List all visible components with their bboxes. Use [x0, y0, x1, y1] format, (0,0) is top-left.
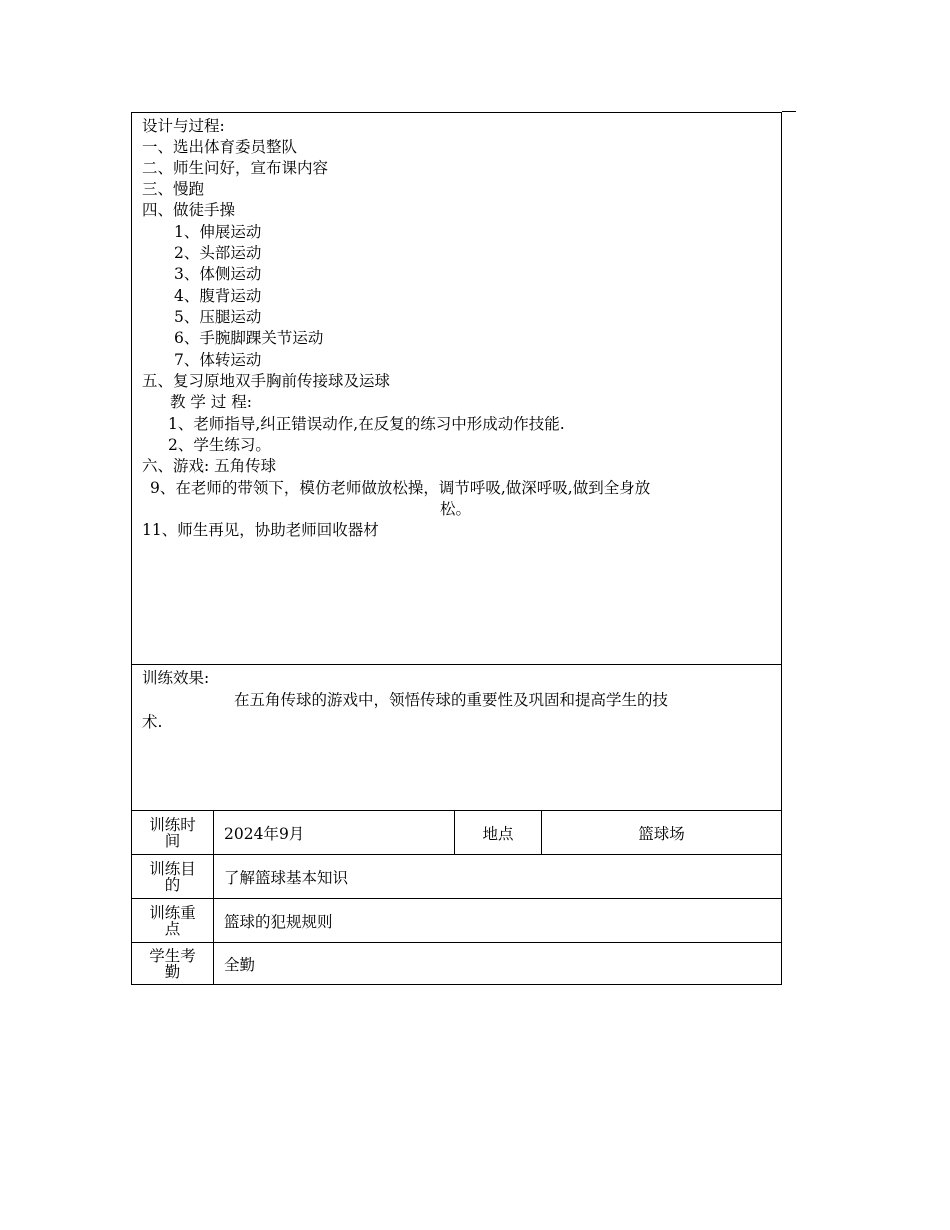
design-process-section	[132, 113, 781, 665]
process-line: 四、做徒手操	[142, 201, 236, 219]
process-line: 1、老师指导,纠正错误动作,在反复的练习中形成动作技能.	[168, 415, 565, 433]
process-line: 5、压腿运动	[174, 308, 262, 326]
process-line: 7、体转运动	[174, 351, 262, 369]
training-goal-value: 了解篮球基本知识	[224, 868, 349, 887]
training-goal-row	[132, 855, 781, 899]
training-time-label: 训练时间	[132, 811, 214, 854]
training-time-value: 2024年9月	[214, 811, 455, 854]
process-line: 五、复习原地双手胸前传接球及运球	[142, 372, 391, 390]
process-line: 松。	[440, 500, 472, 518]
process-line: 2、头部运动	[174, 244, 262, 262]
training-focus-row	[132, 899, 781, 943]
training-focus-value: 篮球的犯规规则	[224, 912, 333, 931]
place-value: 篮球场	[638, 824, 685, 843]
place-label: 地点	[455, 811, 542, 854]
process-line: 一、选出体育委员整队	[142, 138, 298, 156]
attendance-value: 全勤	[224, 955, 256, 974]
training-focus-label: 训练重点	[132, 899, 214, 942]
process-line: 11、师生再见，协助老师回收器材	[142, 521, 379, 539]
process-line: 六、游戏: 五角传球	[142, 457, 277, 475]
process-line: 三、慢跑	[142, 180, 205, 198]
lesson-table	[131, 112, 782, 985]
process-line: 1、伸展运动	[174, 223, 262, 241]
attendance-row	[132, 943, 781, 984]
process-heading: 设计与过程:	[142, 117, 225, 135]
corner-mark	[782, 111, 796, 112]
training-time-row	[132, 811, 781, 855]
process-line: 教 学 过 程:	[170, 393, 253, 411]
training-goal-label: 训练目的	[132, 855, 214, 898]
process-line: 6、手腕脚踝关节运动	[174, 329, 324, 347]
effect-text: 在五角传球的游戏中，领悟传球的重要性及巩固和提高学生的技	[234, 691, 669, 709]
effect-heading: 训练效果:	[142, 669, 210, 687]
process-line: 3、体侧运动	[174, 265, 262, 283]
effect-text: 术.	[142, 713, 163, 731]
training-effect-section	[132, 665, 781, 811]
process-line: 4、腹背运动	[174, 287, 262, 305]
process-line: 2、学生练习。	[168, 436, 271, 454]
process-line: 二、师生问好，宣布课内容	[142, 159, 329, 177]
process-line: 9、在老师的带领下，模仿老师做放松操，调节呼吸,做深呼吸,做到全身放	[150, 479, 651, 497]
attendance-label: 学生考勤	[132, 943, 214, 984]
